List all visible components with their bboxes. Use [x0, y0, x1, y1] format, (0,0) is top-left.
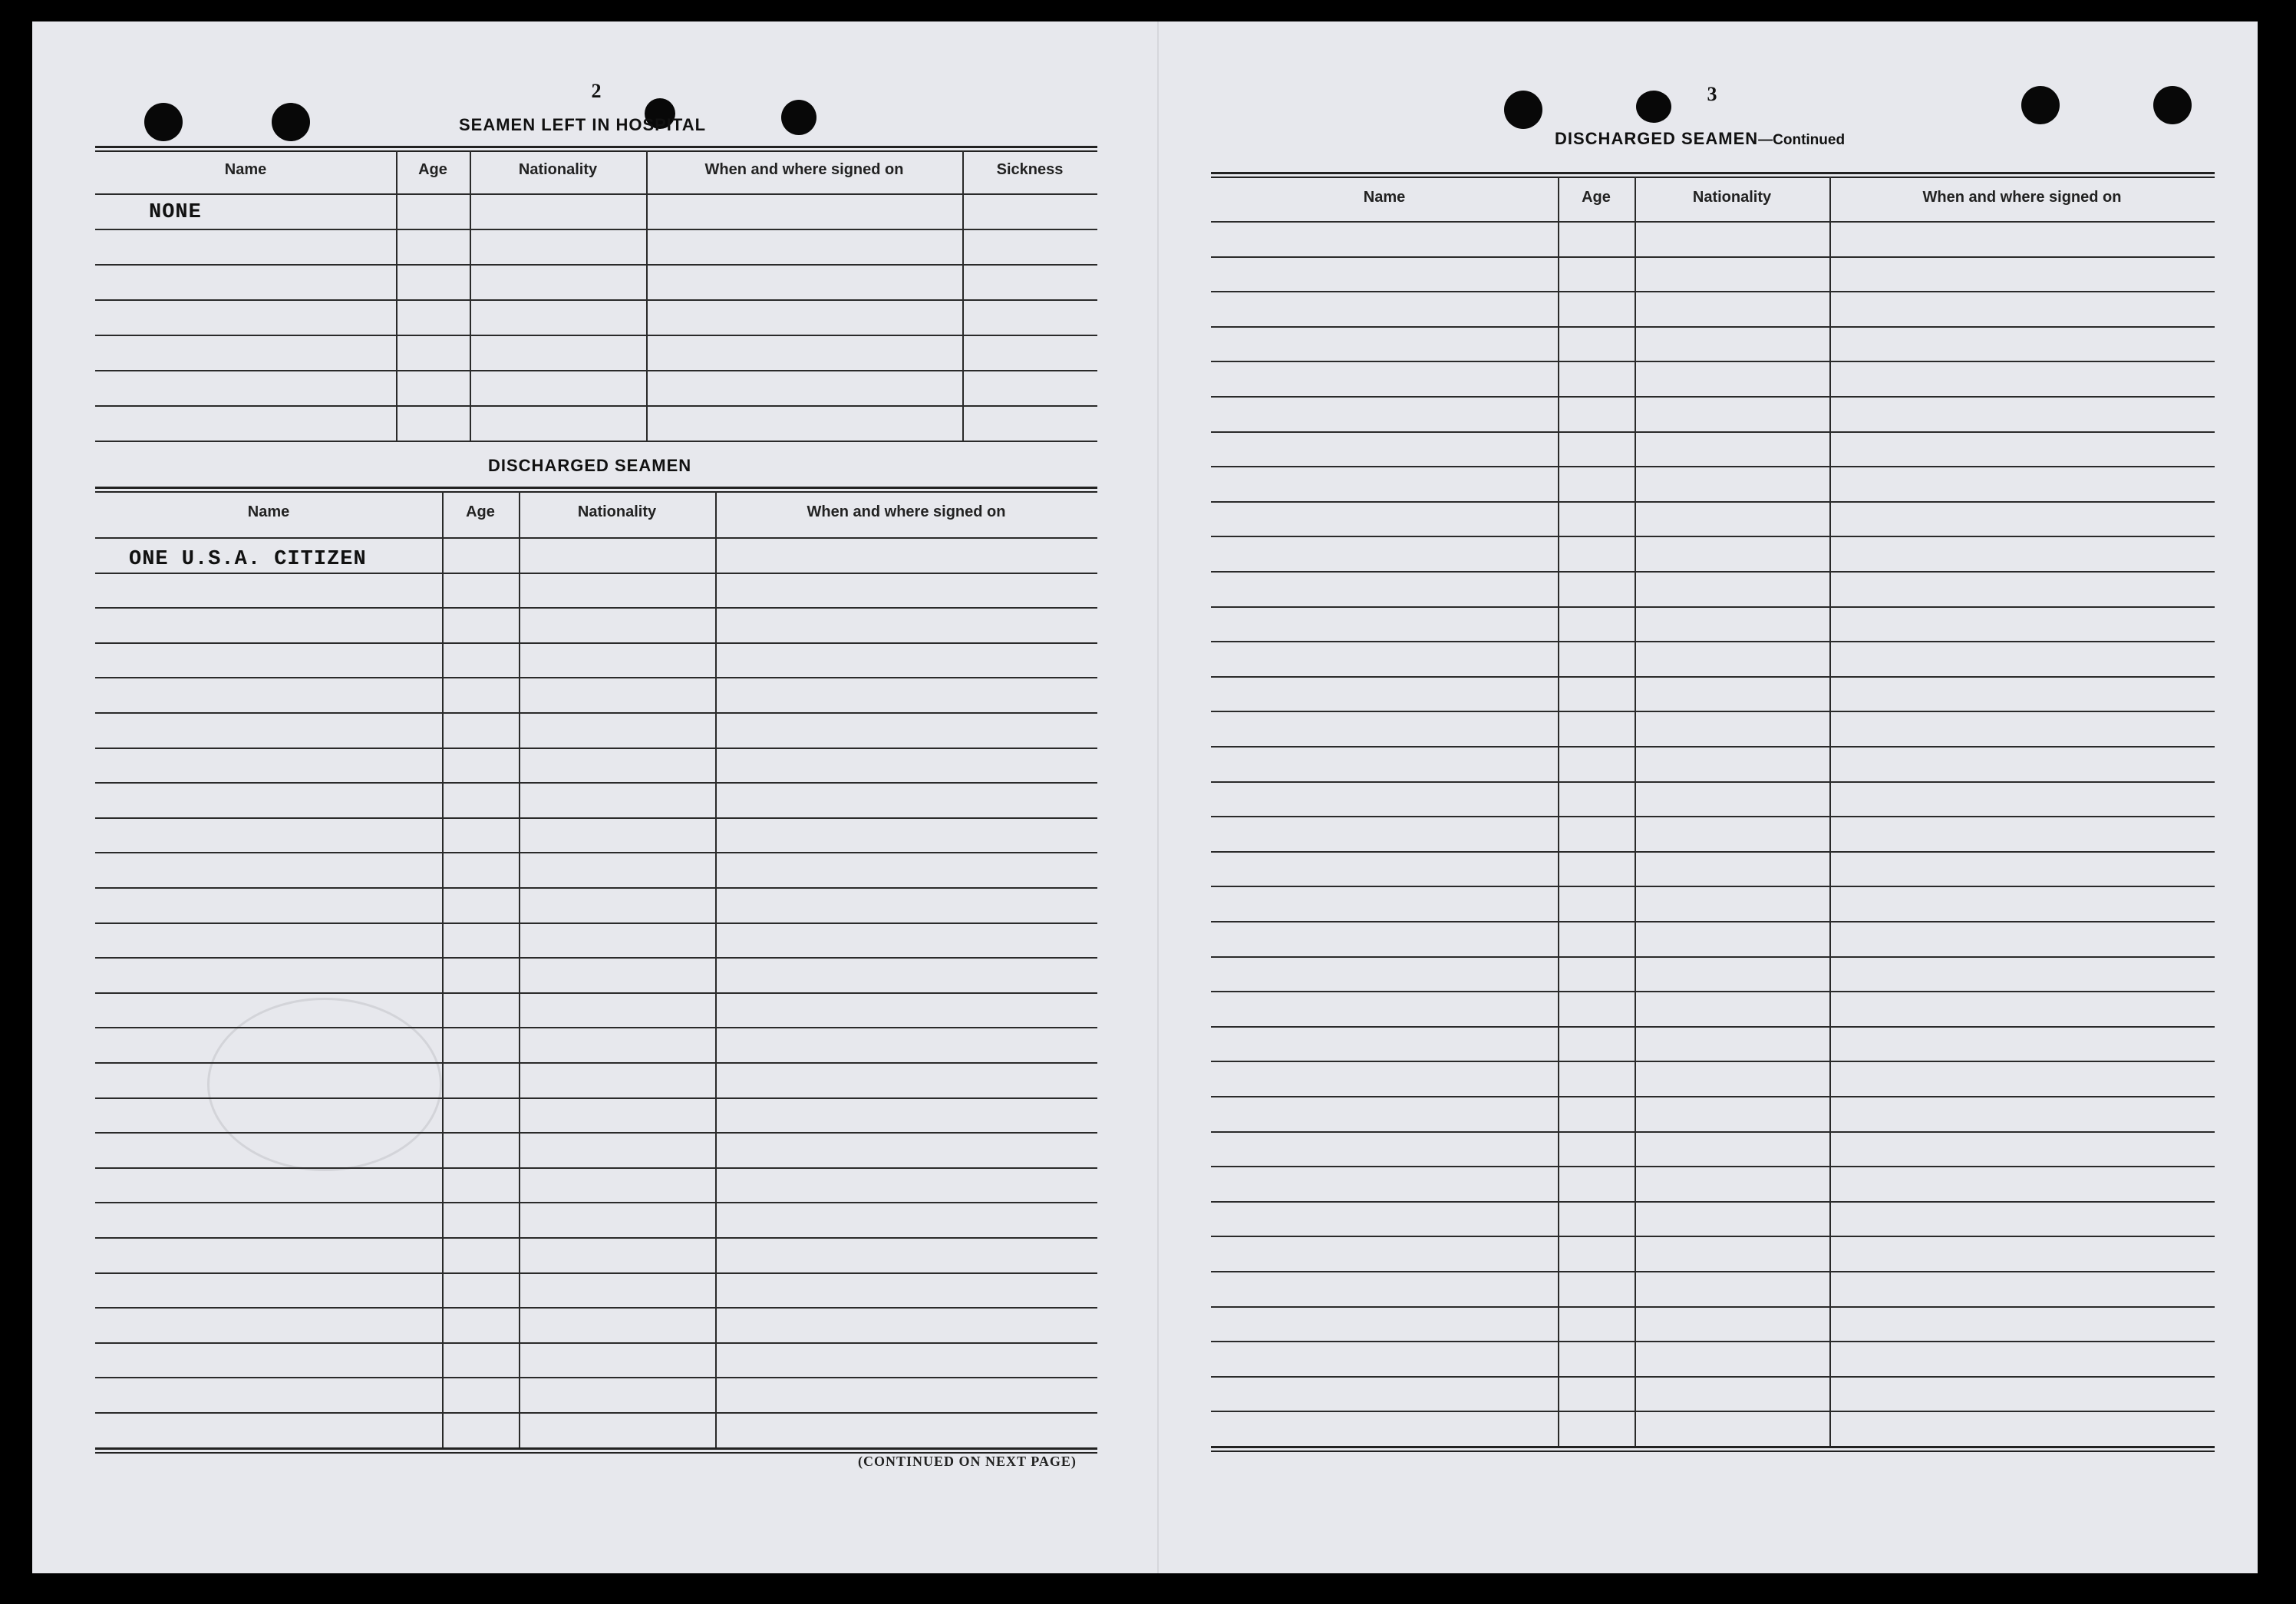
ruled-line	[1211, 746, 2215, 748]
ruled-line	[1211, 431, 2215, 433]
hospital-col-age: Age	[418, 161, 447, 178]
ruled-line	[95, 817, 1097, 819]
ruled-line	[1211, 1306, 2215, 1308]
page-number-left: 2	[591, 80, 602, 102]
hospital-entry-name: NONE	[149, 201, 202, 224]
ruled-line	[95, 1307, 1097, 1309]
ruled-line	[1211, 1026, 2215, 1028]
ruled-line	[95, 1412, 1097, 1414]
discharged-entry-name: ONE U.S.A. CITIZEN	[129, 548, 367, 571]
discharged-col-age: Age	[466, 503, 495, 520]
ruled-line	[95, 537, 1097, 539]
ruled-line	[1211, 921, 2215, 922]
ruled-line	[1211, 396, 2215, 398]
discharged-table	[95, 487, 1097, 1446]
ruled-line	[95, 852, 1097, 853]
punch-hole	[2021, 86, 2060, 124]
ruled-line	[95, 607, 1097, 609]
discharged-col-nationality: Nationality	[577, 503, 657, 520]
ruled-line	[1211, 466, 2215, 467]
continued-col-name: Name	[1363, 189, 1406, 206]
ruled-line	[1211, 781, 2215, 783]
ruled-line	[1211, 956, 2215, 958]
ruled-line	[1211, 536, 2215, 537]
ruled-line	[1211, 1201, 2215, 1203]
ruled-line	[1211, 291, 2215, 292]
hospital-section-title: SEAMEN LEFT IN HOSPITAL	[459, 115, 707, 134]
hospital-table	[95, 146, 1097, 442]
ruled-line	[95, 1097, 1097, 1099]
ruled-line	[1211, 571, 2215, 573]
continued-note: (CONTINUED ON NEXT PAGE)	[858, 1454, 1077, 1469]
punch-hole	[2153, 86, 2192, 124]
hospital-col-signed-on: When and where signed on	[704, 161, 904, 178]
ruled-line	[1211, 816, 2215, 817]
ruled-line	[1211, 1376, 2215, 1378]
continued-col-nationality: Nationality	[1692, 189, 1772, 206]
punch-hole	[272, 103, 310, 141]
punch-hole	[781, 100, 816, 135]
ruled-line	[95, 1377, 1097, 1378]
discharged-col-name: Name	[247, 503, 290, 520]
ruled-line	[1211, 676, 2215, 678]
ruled-line	[95, 922, 1097, 924]
discharged-continued-table	[1211, 172, 2215, 1449]
ruled-line	[95, 957, 1097, 959]
ruled-line	[1211, 1166, 2215, 1167]
ruled-line	[95, 748, 1097, 749]
ruled-line	[95, 1062, 1097, 1064]
discharged-col-signed-on: When and where signed on	[807, 503, 1006, 520]
ruled-line	[95, 1132, 1097, 1134]
ruled-line	[95, 642, 1097, 644]
hospital-col-name: Name	[224, 161, 267, 178]
ruled-line	[1211, 1096, 2215, 1097]
ruled-line	[95, 887, 1097, 889]
ruled-line	[95, 1202, 1097, 1203]
punch-hole	[144, 103, 183, 141]
ruled-line	[95, 992, 1097, 994]
right-page-title-suffix: —Continued	[1758, 132, 1846, 148]
ruled-line	[1211, 1341, 2215, 1342]
ruled-line	[1211, 991, 2215, 992]
ruled-line	[1211, 711, 2215, 712]
ruled-line	[95, 712, 1097, 714]
ruled-line	[1211, 1411, 2215, 1412]
ruled-line	[1211, 501, 2215, 503]
ruled-line	[1211, 1061, 2215, 1062]
ruled-line	[1211, 886, 2215, 887]
ruled-line	[1211, 606, 2215, 608]
right-page-title	[1555, 129, 1845, 149]
ruled-line	[1211, 326, 2215, 328]
page-fold	[1157, 21, 1159, 1573]
hospital-col-sickness: Sickness	[996, 161, 1064, 178]
ruled-line	[95, 1272, 1097, 1274]
ruled-line	[1211, 1236, 2215, 1237]
punch-hole	[1504, 91, 1542, 129]
continued-col-age: Age	[1582, 189, 1611, 206]
discharged-section-title: DISCHARGED SEAMEN	[488, 456, 692, 475]
ruled-line	[1211, 256, 2215, 258]
ruled-line	[1211, 1271, 2215, 1272]
ruled-line	[1211, 221, 2215, 223]
ruled-line	[95, 1342, 1097, 1344]
ruled-line	[95, 1027, 1097, 1028]
ruled-line	[95, 1237, 1097, 1239]
ruled-line	[1211, 1131, 2215, 1133]
ruled-line	[1211, 641, 2215, 642]
ruled-line	[95, 677, 1097, 678]
ruled-line	[1211, 361, 2215, 362]
right-page-title-main: DISCHARGED SEAMEN	[1555, 129, 1759, 148]
hospital-col-nationality: Nationality	[518, 161, 598, 178]
page-number-right: 3	[1707, 83, 1717, 105]
ruled-line	[95, 573, 1097, 574]
ruled-line	[95, 782, 1097, 784]
continued-col-signed-on: When and where signed on	[1922, 189, 2122, 206]
ruled-line	[1211, 851, 2215, 853]
punch-hole	[1636, 91, 1671, 123]
ruled-line	[95, 1167, 1097, 1169]
